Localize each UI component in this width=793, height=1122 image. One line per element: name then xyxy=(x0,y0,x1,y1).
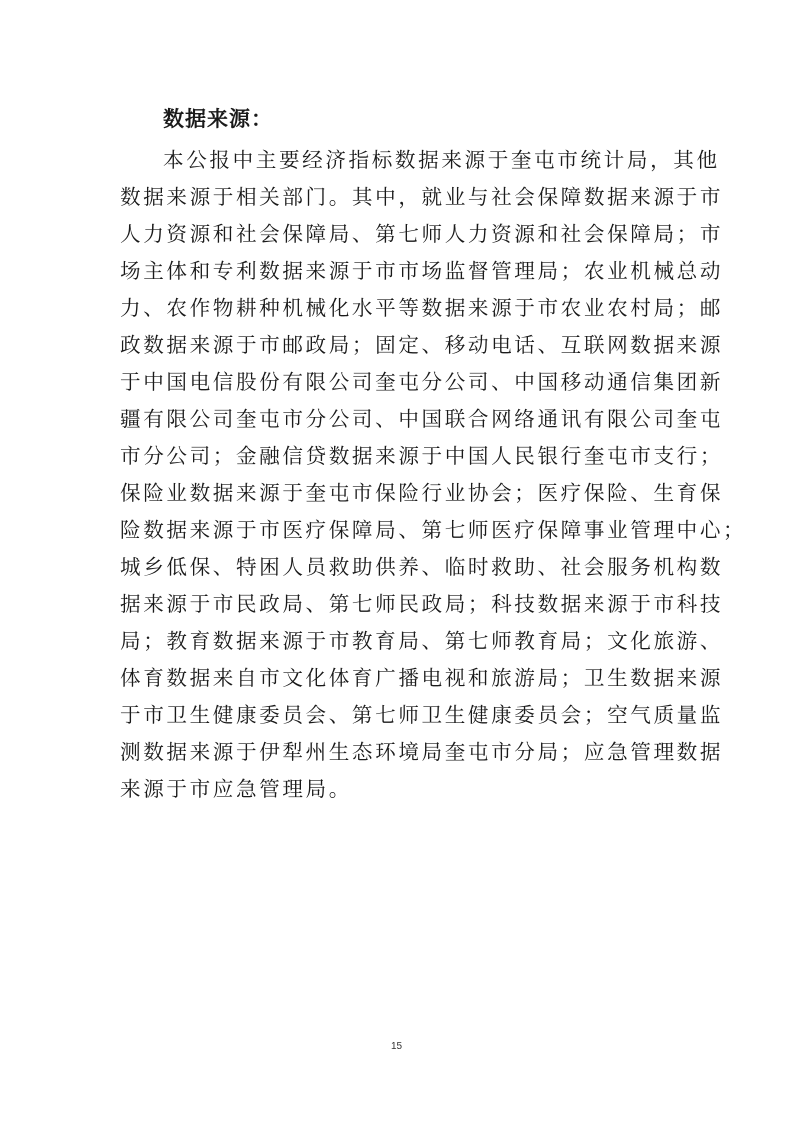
paragraph-line: 保险业数据来源于奎屯市保险行业协会；医疗保险、生育保 xyxy=(120,481,724,505)
paragraph-line: 数据来源于相关部门。其中，就业与社会保障数据来源于市 xyxy=(120,185,724,209)
body-paragraph xyxy=(120,142,747,808)
paragraph-line: 来源于市应急管理局。 xyxy=(120,777,352,801)
paragraph-line: 人力资源和社会保障局、第七师人力资源和社会保障局；市 xyxy=(120,222,724,246)
paragraph-line: 于中国电信股份有限公司奎屯分公司、中国移动通信集团新 xyxy=(120,370,724,394)
paragraph-line: 疆有限公司奎屯市分公司、中国联合网络通讯有限公司奎屯 xyxy=(120,407,724,431)
paragraph-line: 测数据来源于伊犁州生态环境局奎屯市分局；应急管理数据 xyxy=(120,740,724,764)
paragraph-line: 市分公司；金融信贷数据来源于中国人民银行奎屯市支行； xyxy=(120,444,724,468)
paragraph-line: 险数据来源于市医疗保障局、第七师医疗保障事业管理中心； xyxy=(120,518,747,542)
paragraph-line: 政数据来源于市邮政局；固定、移动电话、互联网数据来源 xyxy=(120,333,724,357)
page-number: 15 xyxy=(390,1041,403,1052)
paragraph-line: 于市卫生健康委员会、第七师卫生健康委员会；空气质量监 xyxy=(120,703,724,727)
section-heading: 数据来源： xyxy=(163,107,273,131)
paragraph-line: 城乡低保、特困人员救助供养、临时救助、社会服务机构数 xyxy=(120,555,724,579)
paragraph-line: 本公报中主要经济指标数据来源于奎屯市统计局，其他 xyxy=(163,148,720,172)
paragraph-line: 体育数据来自市文化体育广播电视和旅游局；卫生数据来源 xyxy=(120,666,724,690)
paragraph-line: 场主体和专利数据来源于市市场监督管理局；农业机械总动 xyxy=(120,259,724,283)
paragraph-line: 局；教育数据来源于市教育局、第七师教育局；文化旅游、 xyxy=(120,629,724,653)
paragraph-line: 据来源于市民政局、第七师民政局；科技数据来源于市科技 xyxy=(120,592,724,616)
paragraph-line: 力、农作物耕种机械化水平等数据来源于市农业农村局；邮 xyxy=(120,296,724,320)
